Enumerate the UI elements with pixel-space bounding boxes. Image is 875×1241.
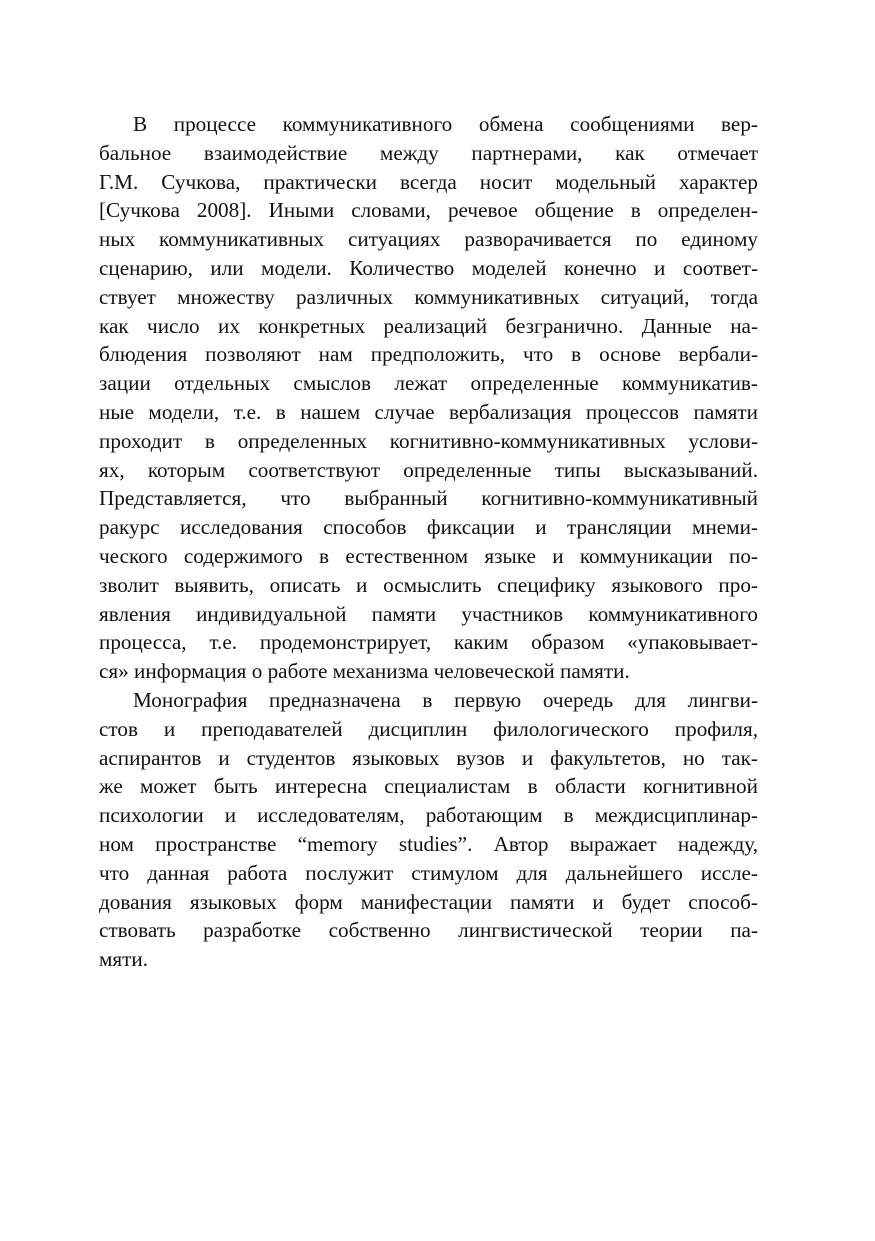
text-line: блюдения позволяют нам предположить, что в основе вербали-: [99, 342, 758, 367]
text-line: зволит выявить, описать и осмыслить специфику языкового про-: [99, 572, 758, 597]
text-line: ствует множеству различных коммуникативных ситуаций, тогда: [99, 284, 758, 309]
text-line: дования языковых форм манифестации памяти и будет способ-: [99, 889, 758, 914]
text-line: проходит в определенных когнитивно-коммуникативных услови-: [99, 428, 758, 453]
text-line: аспирантов и студентов языковых вузов и факультетов, но так-: [99, 745, 758, 770]
text-line: зации отдельных смыслов лежат определенные коммуникатив-: [99, 371, 758, 396]
text-line: ях, которым соответствуют определенные типы высказываний.: [99, 457, 758, 482]
text-line: ся» информация о работе механизма человеческой памяти.: [99, 659, 630, 684]
text-line: Г.М. Сучкова, практически всегда носит модельный характер: [99, 169, 758, 194]
paragraph-1: [99, 110, 758, 686]
text-line: что данная работа послужит стимулом для дальнейшего иссле-: [99, 860, 758, 885]
text-line: ствовать разработке собственно лингвистической теории па-: [99, 918, 758, 943]
text-line: ракурс исследования способов фиксации и трансляции мнеми-: [99, 515, 758, 540]
text-line: психологии и исследователям, работающим в междисциплинар-: [99, 803, 758, 828]
text-line: ном пространстве “memory studies”. Автор выражает надежду,: [99, 831, 758, 856]
text-line: мяти.: [99, 947, 149, 972]
text-line: Представляется, что выбранный когнитивно-коммуникативный: [99, 486, 758, 511]
body-text: [99, 110, 758, 974]
text-line: ных коммуникативных ситуациях разворачивается по единому: [99, 227, 758, 252]
text-line: явления индивидуальной памяти участников коммуникативного: [99, 601, 758, 626]
text-line: процесса, т.е. продемонстрирует, каким образом «упаковывает-: [99, 630, 758, 655]
text-line: В процессе коммуникативного обмена сообщениями вер-: [133, 112, 758, 136]
text-line: как число их конкретных реализаций безгранично. Данные на-: [99, 313, 758, 338]
text-line: Монография предназначена в первую очередь для лингви-: [133, 687, 758, 712]
text-line: [Сучкова 2008]. Иными словами, речевое общение в определен-: [99, 198, 758, 223]
text-line: же может быть интересна специалистам в области когнитивной: [99, 774, 758, 799]
text-line: ные модели, т.е. в нашем случае вербализация процессов памяти: [99, 399, 758, 424]
text-line: ческого содержимого в естественном языке и коммуникации по-: [99, 543, 758, 568]
text-line: бальное взаимодействие между партнерами, как отмечает: [99, 140, 758, 165]
paragraph-2: [99, 686, 758, 974]
text-line: сценарию, или модели. Количество моделей конечно и соответ-: [99, 255, 758, 280]
text-line: стов и преподавателей дисциплин филологического профиля,: [99, 716, 758, 741]
